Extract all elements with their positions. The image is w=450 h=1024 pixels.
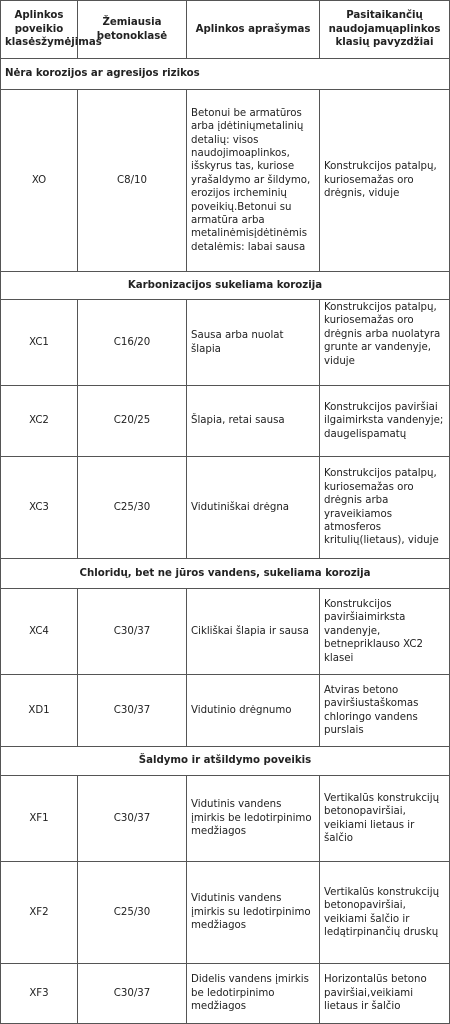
section-title-freeze-thaw: Šaldymo ir atšildymo poveikis (1, 747, 450, 776)
environment-description: Didelis vandens įmirkis be ledotirpinimo medžiagos (187, 964, 320, 1024)
exposure-code: XF1 (1, 776, 78, 862)
concrete-class: C30/37 (78, 776, 187, 862)
table-row (1, 90, 450, 272)
example-text: Vertikalūs konstrukcijų betonopaviršiai, veikiami šalčio ir ledątirpinančių druskų (320, 862, 450, 964)
section-row (1, 59, 450, 90)
example-text: Konstrukcijos paviršiai ilgaimirksta vandenyje; daugelispamatų (320, 386, 450, 457)
header-min-concrete-class: Žemiausia betonoklasė (78, 1, 187, 59)
concrete-class: C30/37 (78, 589, 187, 675)
table-row (1, 457, 450, 559)
example-text: Konstrukcijos patalpų, kuriosemažas oro drėgnis arba yraveikiamos atmosferos kritulių(lietaus), viduje (320, 457, 450, 559)
exposure-code: XO (1, 90, 78, 272)
exposure-code: XC4 (1, 589, 78, 675)
environment-description: Vidutinis vandens įmirkis be ledotirpinimo medžiagos (187, 776, 320, 862)
table-row (1, 862, 450, 964)
table-row (1, 675, 450, 747)
header-environment-description: Aplinkos aprašymas (187, 1, 320, 59)
example-text: Vertikalūs konstrukcijų betonopaviršiai, veikiami lietaus ir šalčio (320, 776, 450, 862)
environment-description: Cikliškai šlapia ir sausa (187, 589, 320, 675)
concrete-class: C30/37 (78, 964, 187, 1024)
concrete-class: C20/25 (78, 386, 187, 457)
example-text: Konstrukcijos patalpų, kuriosemažas oro drėgnis arba nuolatyra grunte ar vandenyje, viduje (320, 300, 450, 386)
table-header-row (1, 1, 450, 59)
environment-description: Vidutinis vandens įmirkis su ledotirpinimo medžiagos (187, 862, 320, 964)
exposure-code: XC1 (1, 300, 78, 386)
example-text: Konstrukcijos paviršiaimirksta vandenyje, betnepriklauso XC2 klasei (320, 589, 450, 675)
table-row (1, 776, 450, 862)
exposure-code: XC3 (1, 457, 78, 559)
section-title-no-corrosion: Nėra korozijos ar agresijos rizikos (1, 59, 450, 90)
example-text: Atviras betono paviršiustaškomas chloringo vandens purslais (320, 675, 450, 747)
table-row (1, 964, 450, 1024)
environment-description: Sausa arba nuolat šlapia (187, 300, 320, 386)
section-row (1, 272, 450, 300)
table-row (1, 386, 450, 457)
environment-description: Vidutiniškai drėgna (187, 457, 320, 559)
example-text: Horizontalūs betono paviršiai,veikiami lietaus ir šalčio (320, 964, 450, 1024)
environment-description: Betonui be armatūros arba įdėtiniųmetalinių detalių: visos naudojimoaplinkos, išskyrus tas, kuriose yrašaldymo ar šildymo, erozijos ircheminių poveikių.Betonui su armatūra arba metalinėmisįdėtinėmis detalėmis: labai sausa (187, 90, 320, 272)
header-exposure-class: Aplinkos poveikio klasėsžymėjimas (1, 1, 78, 59)
concrete-class: C25/30 (78, 862, 187, 964)
concrete-class: C8/10 (78, 90, 187, 272)
section-row (1, 747, 450, 776)
exposure-code: XD1 (1, 675, 78, 747)
example-text: Konstrukcijos patalpų, kuriosemažas oro drėgnis, viduje (320, 90, 450, 272)
environment-description: Vidutinio drėgnumo (187, 675, 320, 747)
exposure-code: XC2 (1, 386, 78, 457)
section-title-carbonation: Karbonizacijos sukeliama korozija (1, 272, 450, 300)
concrete-class: C16/20 (78, 300, 187, 386)
exposure-code: XF3 (1, 964, 78, 1024)
exposure-code: XF2 (1, 862, 78, 964)
section-title-chlorides: Chloridų, bet ne jūros vandens, sukeliama korozija (1, 559, 450, 589)
section-row (1, 559, 450, 589)
header-examples: Pasitaikančių naudojamųaplinkos klasių pavyzdžiai (320, 1, 450, 59)
concrete-class: C30/37 (78, 675, 187, 747)
concrete-class: C25/30 (78, 457, 187, 559)
environment-description: Šlapia, retai sausa (187, 386, 320, 457)
table-row (1, 589, 450, 675)
table-row (1, 300, 450, 386)
